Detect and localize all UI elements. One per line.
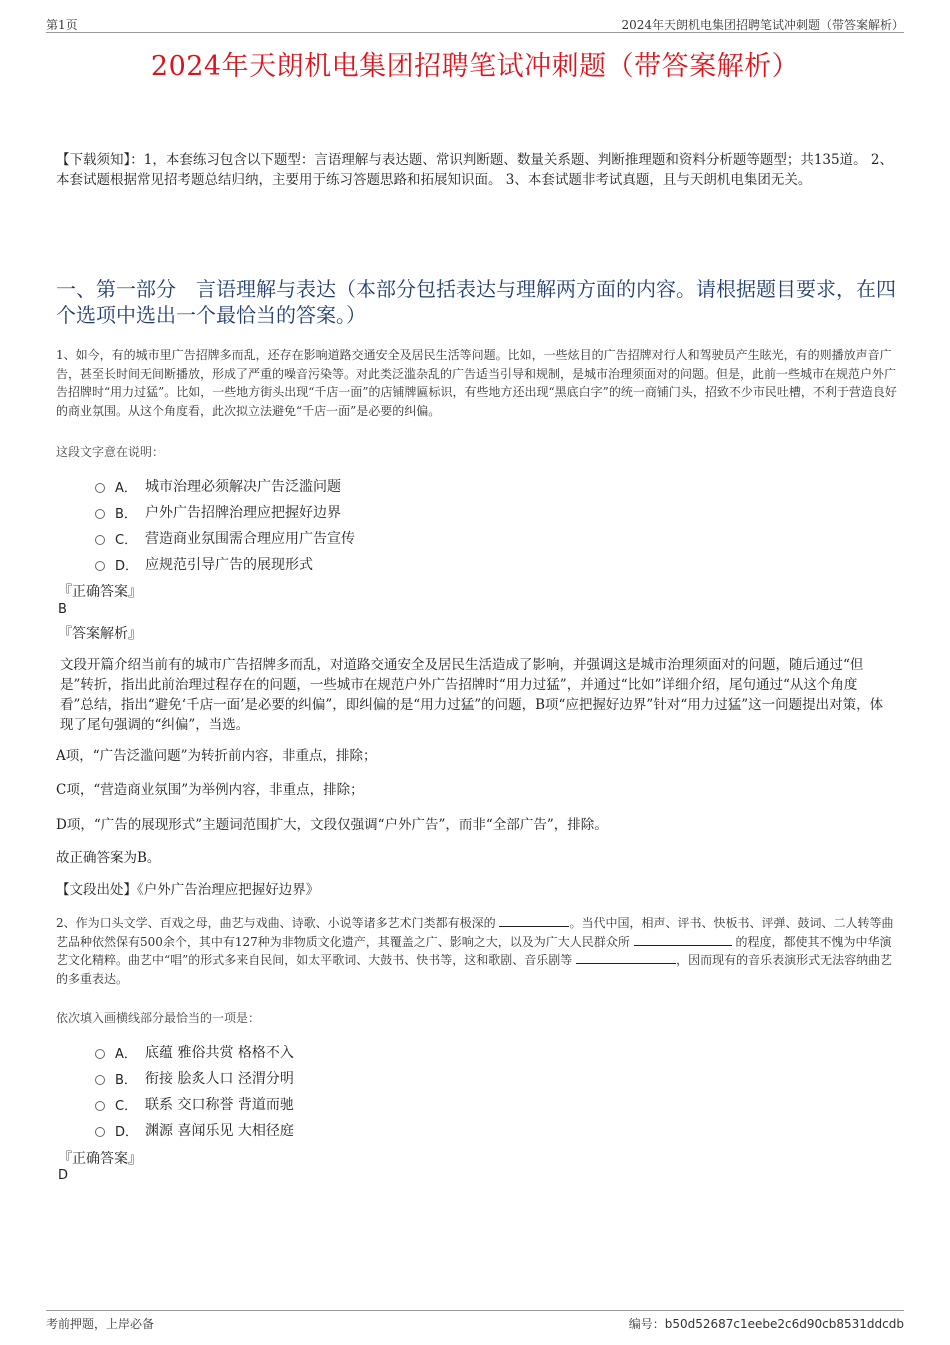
analysis-note: A项，“广告泛滥问题”为转折前内容，非重点，排除； [56,748,377,764]
radio-icon[interactable] [95,483,105,493]
source-citation: 【文段出处】《户外广告治理应把握好边界》 [56,882,320,898]
question-2-stem [56,914,898,988]
radio-icon[interactable] [95,1127,105,1137]
option-b[interactable] [95,499,695,525]
option-key: D． [115,1124,139,1140]
option-a[interactable] [95,473,695,499]
option-text: 渊源 喜闻乐见 大相径庭 [145,1123,294,1139]
radio-icon[interactable] [95,1101,105,1111]
page-footer [46,1310,904,1331]
radio-icon[interactable] [95,1075,105,1085]
answer-value: D [58,1168,69,1183]
question-2-options [95,1039,695,1143]
option-text: 衔接 脍炙人口 泾渭分明 [145,1071,294,1087]
option-key: A． [115,1046,137,1062]
page-header [46,14,904,33]
option-text: 底蕴 雅俗共赏 格格不入 [145,1045,294,1061]
option-c[interactable] [95,1091,695,1117]
code-label: 编号： [628,1317,665,1331]
option-key: A． [115,480,137,496]
stem-part: ，因而现有的音乐表演形式无法容纳曲艺的多重表达。 [56,953,893,986]
analysis-label: 『答案解析』 [58,626,142,642]
option-a[interactable] [95,1039,695,1065]
stem-part: 的程度，都使其不愧为中华演艺文化精粹。曲艺中“唱”的形式多来自民间，如太平歌词、大鼓书、快书等，这和歌剧、音乐剧等 [56,934,892,967]
option-key: B． [115,506,137,522]
option-key: D． [115,558,139,574]
radio-icon[interactable] [95,509,105,519]
stem-part: 。当代中国，相声、评书、快板书、评弹、鼓词、二人转等曲艺品种依然保有500余个，其中有127种为非物质文化遗产，其覆盖之广、影响之大，以及为广大人民群众所 [56,916,894,949]
option-b[interactable] [95,1065,695,1091]
answer-label: 『正确答案』 [58,1151,142,1167]
download-notice: 【下载须知】：1，本套练习包含以下题型：言语理解与表达题、常识判断题、数量关系题、判断推理题和资料分析题等题型；共135道。 2、本套试题根据常见招考题总结归纳，主要用于练习答题思路和拓展知识面。 3、本套试题非考试真题，且与天朗机电集团无关。 [56,152,893,188]
answer-blank[interactable] [499,914,569,927]
analysis-text: 文段开篇介绍当前有的城市广告招牌多而乱，对道路交通安全及居民生活造成了影响，并强调这是城市治理须面对的问题，随后通过“但是”转折，指出此前治理过程存在的问题，一些城市在规范户外广告招牌时“用力过猛”，并通过“比如”详细介绍，尾句通过“从这个角度看”总结，指出“避免‘千店一面’是必要的纠偏”，即纠偏的是“用力过猛”的问题，B项“应把握好边界”针对“用力过猛”这一问题提出对策，体现了尾句强调的“纠偏”，当选。 [60,657,884,733]
document-code [629,1315,904,1332]
analysis-note: 故正确答案为B。 [56,850,161,866]
option-d[interactable] [95,551,695,577]
option-text: 应规范引导广告的展现形式 [145,557,313,573]
document-title: 2024年天朗机电集团招聘笔试冲刺题（带答案解析） [150,51,800,82]
option-c[interactable] [95,525,695,551]
option-key: C． [115,1098,138,1114]
question-1-stem: 1、如今，有的城市里广告招牌多而乱，还存在影响道路交通安全及居民生活等问题。比如，一些炫目的广告招牌对行人和驾驶员产生眩光，有的则播放声音广告，甚至长时间无间断播放，形成了严重的噪音污染等。对此类泛滥杂乱的广告适当引导和规制，是城市治理须面对的问题。但是，此前一些城市在规范户外广告招牌时“用力过猛”。比如，一些地方街头出现“千店一面”的店铺牌匾标识，有些地方还出现“黑底白字”的统一商铺门头，招致不少市民吐槽，不利于营造良好的商业氛围。从这个角度看，此次拟立法避免“千店一面”是必要的纠偏。 [56,348,897,418]
analysis-note: C项，“营造商业氛围”为举例内容，非重点，排除； [56,782,364,798]
analysis-note: D项，“广告的展现形式”主题词范围扩大，文段仅强调“户外广告”，而非“全部广告”，排除。 [56,817,608,833]
answer-blank[interactable] [644,951,676,964]
option-key: B． [115,1072,137,1088]
option-text: 营造商业氛围需合理应用广告宣传 [145,531,355,547]
radio-icon[interactable] [95,1049,105,1059]
radio-icon[interactable] [95,561,105,571]
stem-part: 2、作为口头文学、百戏之母，曲艺与戏曲、诗歌、小说等诸多艺术门类都有极深的 [56,916,500,930]
answer-blank[interactable] [576,951,644,964]
footer-slogan: 考前押题，上岸必备 [46,1317,155,1331]
answer-value: B [58,602,67,617]
option-text: 联系 交口称誉 背道而驰 [145,1097,294,1113]
radio-icon[interactable] [95,535,105,545]
question-2-prompt: 依次填入画横线部分最恰当的一项是： [56,1011,261,1025]
answer-label: 『正确答案』 [58,584,142,600]
option-text: 城市治理必须解决广告泛滥问题 [145,479,341,495]
option-d[interactable] [95,1117,695,1143]
answer-blank[interactable] [634,933,732,946]
option-key: C． [115,532,138,548]
page-number: 第1页 [46,18,78,32]
header-doc-title: 2024年天朗机电集团招聘笔试冲刺题（带答案解析） [621,18,904,32]
question-1-prompt: 这段文字意在说明： [56,445,165,459]
option-text: 户外广告招牌治理应把握好边界 [145,505,341,521]
section-title: 一、第一部分 言语理解与表达（本部分包括表达与理解两方面的内容。请根据题目要求，在四个选项中选出一个最恰当的答案。） [56,277,896,327]
code-value: b50d52687c1eebe2c6d90cb8531ddcdb [664,1317,904,1331]
question-1-options [95,473,695,577]
